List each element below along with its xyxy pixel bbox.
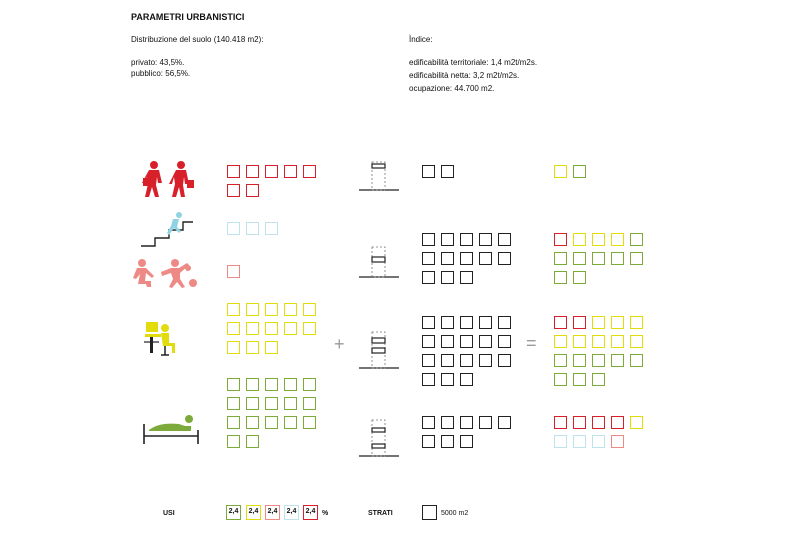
use-square bbox=[227, 222, 240, 235]
use-square bbox=[246, 303, 259, 316]
strata-square bbox=[441, 233, 454, 246]
strata-square bbox=[441, 416, 454, 429]
use-square bbox=[246, 165, 259, 178]
strata-square bbox=[422, 316, 435, 329]
strata-square bbox=[422, 252, 435, 265]
result-square bbox=[554, 252, 567, 265]
plus-operator: + bbox=[334, 334, 345, 354]
result-square bbox=[554, 373, 567, 386]
public-share: pubblico: 56,5%. bbox=[131, 69, 191, 78]
result-square bbox=[611, 335, 624, 348]
use-square bbox=[284, 416, 297, 429]
result-square bbox=[611, 233, 624, 246]
use-square bbox=[303, 416, 316, 429]
people-playing-icon bbox=[131, 258, 201, 288]
use-square bbox=[265, 397, 278, 410]
use-square bbox=[284, 303, 297, 316]
strata-square bbox=[422, 354, 435, 367]
strata-square bbox=[479, 354, 492, 367]
result-square bbox=[554, 435, 567, 448]
index-net: edificabilità netta: 3,2 m2t/m2s. bbox=[409, 71, 520, 80]
legend-cyan-swatch: 2,4 bbox=[284, 505, 299, 520]
result-square bbox=[573, 373, 586, 386]
legend-strati-label: STRATI bbox=[368, 510, 393, 517]
use-square bbox=[246, 184, 259, 197]
result-square bbox=[573, 335, 586, 348]
result-square bbox=[611, 416, 624, 429]
people-walking-with-bags-icon bbox=[140, 160, 196, 198]
legend-usi-label: USI bbox=[163, 510, 175, 517]
strata-square bbox=[441, 373, 454, 386]
use-square bbox=[246, 222, 259, 235]
person-lying-in-bed-icon bbox=[141, 410, 201, 444]
strata-square bbox=[441, 354, 454, 367]
legend-pink-swatch: 2,4 bbox=[265, 505, 280, 520]
use-square bbox=[284, 397, 297, 410]
result-square bbox=[573, 233, 586, 246]
use-square bbox=[265, 303, 278, 316]
result-square bbox=[554, 316, 567, 329]
strata-square bbox=[441, 316, 454, 329]
result-square bbox=[554, 271, 567, 284]
strata-square bbox=[441, 271, 454, 284]
use-square bbox=[303, 378, 316, 391]
building-strata-icon bbox=[359, 160, 399, 192]
strata-square bbox=[422, 373, 435, 386]
equals-operator: = bbox=[526, 333, 537, 353]
result-square bbox=[592, 416, 605, 429]
result-square bbox=[592, 316, 605, 329]
use-square bbox=[265, 165, 278, 178]
use-square bbox=[246, 435, 259, 448]
use-square bbox=[227, 397, 240, 410]
index-heading: Ìndice: bbox=[409, 35, 433, 44]
strata-square bbox=[498, 335, 511, 348]
use-square bbox=[265, 378, 278, 391]
use-square bbox=[303, 303, 316, 316]
strata-square bbox=[422, 435, 435, 448]
use-square bbox=[303, 397, 316, 410]
strata-square bbox=[460, 335, 473, 348]
result-square bbox=[554, 233, 567, 246]
strata-square bbox=[498, 233, 511, 246]
result-square bbox=[630, 416, 643, 429]
result-square bbox=[573, 354, 586, 367]
strata-square bbox=[422, 416, 435, 429]
strata-square bbox=[460, 316, 473, 329]
legend-green-swatch: 2,4 bbox=[226, 505, 241, 520]
strata-square bbox=[498, 316, 511, 329]
use-square bbox=[227, 435, 240, 448]
result-square bbox=[592, 233, 605, 246]
result-square bbox=[573, 416, 586, 429]
strata-square bbox=[422, 165, 435, 178]
use-square bbox=[303, 165, 316, 178]
strata-square bbox=[498, 252, 511, 265]
result-square bbox=[554, 354, 567, 367]
strata-square bbox=[460, 373, 473, 386]
use-square bbox=[246, 341, 259, 354]
strata-square bbox=[460, 271, 473, 284]
strata-square bbox=[479, 252, 492, 265]
use-square bbox=[246, 378, 259, 391]
legend-strata-swatch bbox=[422, 505, 437, 520]
result-square bbox=[573, 271, 586, 284]
result-square bbox=[573, 316, 586, 329]
strata-square bbox=[498, 354, 511, 367]
use-square bbox=[265, 222, 278, 235]
use-square bbox=[265, 416, 278, 429]
use-square bbox=[227, 184, 240, 197]
result-square bbox=[573, 435, 586, 448]
person-at-desk-icon bbox=[143, 320, 179, 358]
use-square bbox=[227, 378, 240, 391]
strata-square bbox=[422, 233, 435, 246]
result-square bbox=[630, 316, 643, 329]
use-square bbox=[227, 341, 240, 354]
result-square bbox=[554, 165, 567, 178]
strata-square bbox=[441, 252, 454, 265]
result-square bbox=[592, 354, 605, 367]
use-square bbox=[227, 416, 240, 429]
strata-square bbox=[422, 335, 435, 348]
distribution-heading: Distribuzione del suolo (140.418 m2): bbox=[131, 35, 264, 44]
strata-square bbox=[479, 335, 492, 348]
strata-square bbox=[441, 335, 454, 348]
strata-square bbox=[460, 354, 473, 367]
result-square bbox=[611, 435, 624, 448]
use-square bbox=[246, 416, 259, 429]
use-square bbox=[227, 303, 240, 316]
result-square bbox=[611, 354, 624, 367]
result-square bbox=[592, 252, 605, 265]
index-occupation: ocupazione: 44.700 m2. bbox=[409, 84, 495, 93]
strata-square bbox=[460, 435, 473, 448]
legend-yellow-swatch: 2,4 bbox=[246, 505, 261, 520]
use-square bbox=[227, 322, 240, 335]
strata-square bbox=[479, 233, 492, 246]
use-square bbox=[284, 322, 297, 335]
result-square bbox=[630, 335, 643, 348]
building-strata-icon bbox=[359, 245, 399, 279]
strata-square bbox=[441, 165, 454, 178]
person-climbing-stairs-icon bbox=[139, 212, 195, 248]
building-strata-icon bbox=[359, 330, 399, 370]
strata-square bbox=[460, 233, 473, 246]
page-title: PARAMETRI URBANISTICI bbox=[131, 12, 245, 22]
result-square bbox=[554, 416, 567, 429]
use-square bbox=[284, 165, 297, 178]
result-square bbox=[630, 354, 643, 367]
use-square bbox=[265, 322, 278, 335]
use-square bbox=[227, 165, 240, 178]
result-square bbox=[573, 165, 586, 178]
building-strata-icon bbox=[359, 418, 399, 458]
result-square bbox=[630, 252, 643, 265]
private-share: privato: 43,5%. bbox=[131, 58, 185, 67]
use-square bbox=[265, 341, 278, 354]
result-square bbox=[592, 335, 605, 348]
result-square bbox=[554, 335, 567, 348]
strata-square bbox=[460, 252, 473, 265]
use-square bbox=[227, 265, 240, 278]
strata-square bbox=[479, 416, 492, 429]
strata-square bbox=[498, 416, 511, 429]
use-square bbox=[284, 378, 297, 391]
strata-square bbox=[479, 316, 492, 329]
result-square bbox=[573, 252, 586, 265]
use-square bbox=[246, 322, 259, 335]
use-square bbox=[303, 322, 316, 335]
result-square bbox=[611, 252, 624, 265]
result-square bbox=[592, 435, 605, 448]
strata-square bbox=[422, 271, 435, 284]
strata-square bbox=[460, 416, 473, 429]
legend-red-swatch: 2,4 bbox=[303, 505, 318, 520]
result-square bbox=[592, 373, 605, 386]
legend-strati-value: 5000 m2 bbox=[441, 510, 469, 517]
legend-percent: % bbox=[322, 510, 329, 517]
use-square bbox=[246, 397, 259, 410]
strata-square bbox=[441, 435, 454, 448]
result-square bbox=[611, 316, 624, 329]
index-territorial: edificabilità territoriale: 1,4 m2t/m2s. bbox=[409, 58, 538, 67]
result-square bbox=[630, 233, 643, 246]
